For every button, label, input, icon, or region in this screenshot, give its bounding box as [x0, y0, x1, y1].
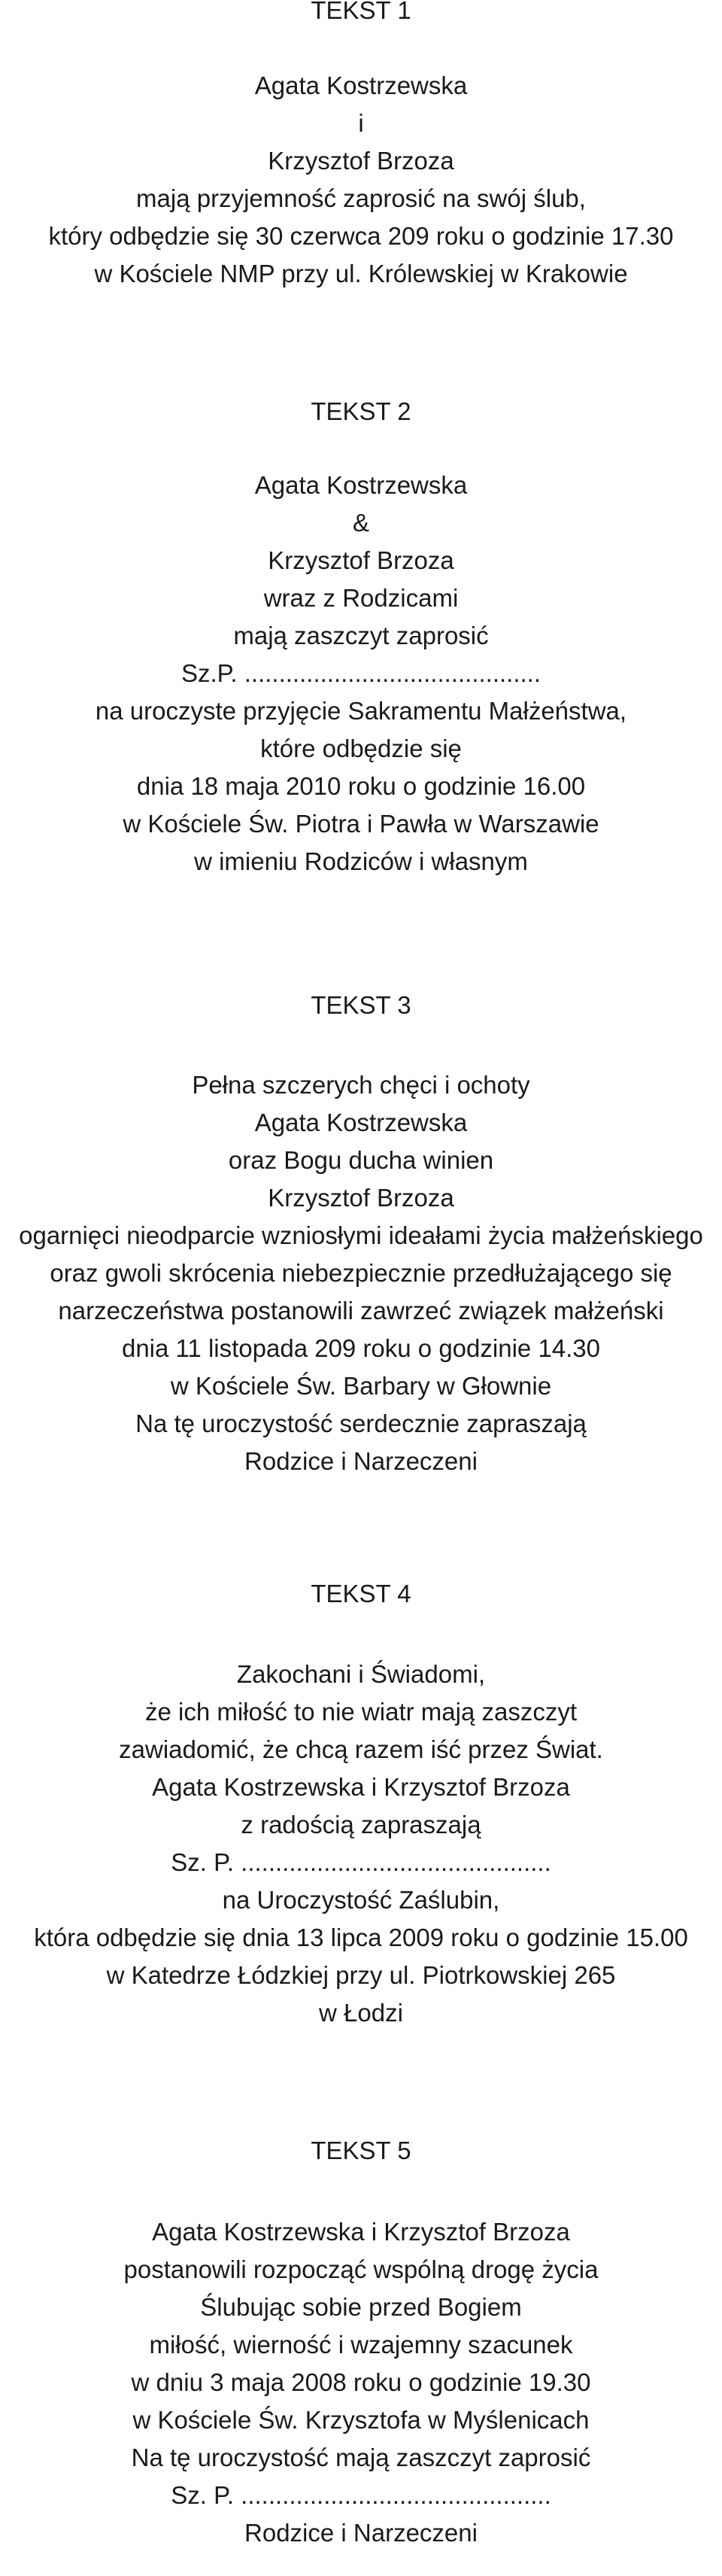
invitation-text-line: dnia 11 listopada 209 roku o godzinie 14.30 — [121, 1334, 601, 1362]
section-heading: TEKST 5 — [311, 2137, 411, 2164]
invitation-text-line: na uroczyste przyjęcie Sakramentu Małżeństwa, — [95, 697, 627, 725]
invitation-text-line: Agata Kostrzewska — [254, 1109, 468, 1136]
invitation-text-line: Zakochani i Świadomi, — [236, 1660, 486, 1688]
invitation-text-line: który odbędzie się 30 czerwca 209 roku o godzinie 17.30 — [48, 222, 674, 250]
invitation-text-line: narzeczeństwa postanowili zawrzeć związek małżeński — [58, 1297, 664, 1324]
invitation-text-line: Ślubując sobie przed Bogiem — [200, 2293, 522, 2321]
invitation-text-line: postanowili rozpocząć wspólną drogę życia — [123, 2255, 599, 2283]
invitation-text-line: Sz.P. ........................................... — [180, 659, 542, 687]
section-heading: TEKST 3 — [311, 991, 411, 1019]
invitation-text-line: w Katedrze Łódzkiej przy ul. Piotrkowskiej 265 — [106, 1961, 616, 1989]
invitation-text-line: zawiadomić, że chcą razem iść przez Świat. — [119, 1735, 603, 1763]
invitation-text-line: oraz gwoli skrócenia niebezpiecznie przedłużającego się — [50, 1259, 672, 1287]
section-heading: TEKST 2 — [311, 397, 411, 425]
invitation-text-line: w dniu 3 maja 2008 roku o godzinie 19.30 — [131, 2368, 591, 2396]
invitation-text-line: że ich miłość to nie wiatr mają zaszczyt — [144, 1698, 577, 1726]
invitation-text-line: Na tę uroczystość mają zaszczyt zaprosić — [131, 2444, 591, 2471]
invitation-text-line: Agata Kostrzewska i Krzysztof Brzoza — [152, 2218, 570, 2246]
invitation-text-line: & — [352, 509, 369, 537]
invitation-text-line: Sz. P. ............................................. — [171, 2481, 551, 2509]
invitation-text-line: w Kościele Św. Krzysztofa w Myślenicach — [132, 2406, 590, 2434]
invitation-text-line: mają przyjemność zaprosić na swój ślub, — [136, 184, 586, 212]
invitation-text-line: Rodzice i Narzeczeni — [244, 1447, 478, 1475]
invitation-text-line: mają zaszczyt zaprosić — [233, 622, 489, 649]
invitation-text-line: miłość, wierność i wzajemny szacunek — [149, 2331, 573, 2359]
invitation-text-line: w Kościele Św. Piotra i Pawła w Warszawie — [123, 810, 599, 838]
invitation-text-line: Krzysztof Brzoza — [268, 1184, 454, 1212]
invitation-text-line: Krzysztof Brzoza — [268, 147, 454, 175]
invitation-text-line: ogarnięci nieodparcie wzniosłymi ideałami życia małżeńskiego — [19, 1221, 703, 1249]
invitation-text-line: Krzysztof Brzoza — [268, 546, 454, 574]
invitation-text-line: które odbędzie się — [260, 734, 462, 762]
invitation-text-line: i — [358, 109, 364, 137]
invitation-text-line: Pełna szczerych chęci i ochoty — [192, 1071, 530, 1099]
invitation-text-line: Agata Kostrzewska — [254, 471, 468, 499]
invitation-text-line: w imieniu Rodziców i własnym — [194, 847, 528, 875]
invitation-text-line: w Łodzi — [319, 1999, 403, 2027]
invitation-text-line: oraz Bogu ducha winien — [228, 1146, 494, 1174]
invitation-text-line: w Kościele Św. Barbary w Głownie — [170, 1372, 552, 1400]
invitation-text-line: która odbędzie się dnia 13 lipca 2009 roku o godzinie 15.00 — [34, 1924, 688, 1951]
invitation-text-line: Na tę uroczystość serdecznie zapraszają — [135, 1410, 587, 1437]
invitation-text-line: Agata Kostrzewska — [254, 71, 468, 99]
invitation-text-line: Sz. P. ............................................. — [171, 1848, 551, 1876]
section-heading: TEKST 1 — [311, 0, 411, 24]
invitation-text-line: z radością zapraszają — [241, 1811, 481, 1838]
invitation-text-line: na Uroczystość Zaślubin, — [222, 1886, 500, 1914]
invitation-text-line: wraz z Rodzicami — [263, 584, 459, 612]
invitation-text-line: Agata Kostrzewska i Krzysztof Brzoza — [152, 1773, 570, 1801]
invitation-text-line: w Kościele NMP przy ul. Królewskiej w Krakowie — [94, 260, 628, 287]
section-heading: TEKST 4 — [311, 1580, 411, 1607]
invitation-text-line: dnia 18 maja 2010 roku o godzinie 16.00 — [136, 772, 586, 800]
invitation-text-line: Rodzice i Narzeczeni — [244, 2519, 478, 2547]
